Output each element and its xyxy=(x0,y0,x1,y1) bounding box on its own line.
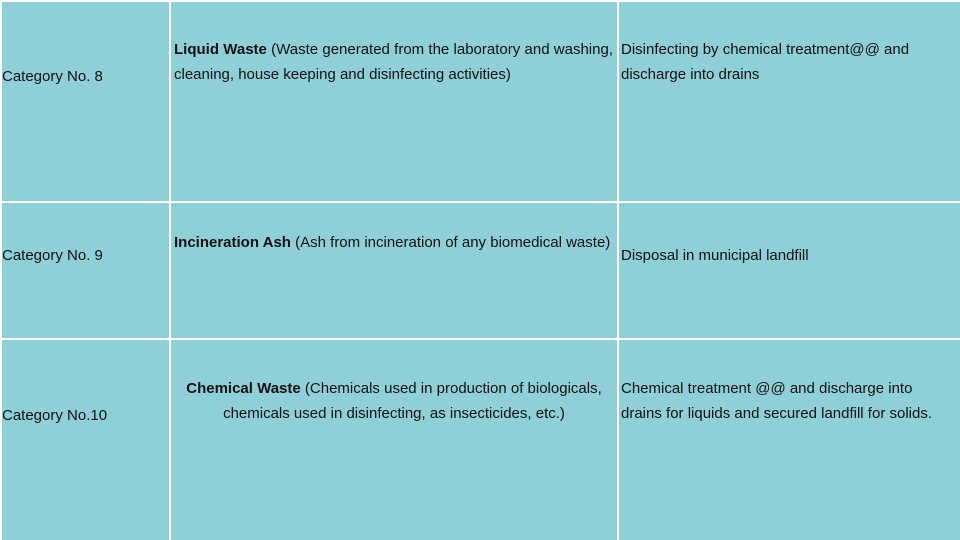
treatment-text: Disinfecting by chemical treatment@@ and discharge into drains xyxy=(621,41,910,83)
waste-type-label: Incineration Ash xyxy=(174,234,291,251)
category-label: Category No.10 xyxy=(2,407,108,424)
waste-description-cell xyxy=(170,1,618,202)
category-label: Category No. 8 xyxy=(2,68,103,85)
table-row xyxy=(1,202,960,339)
category-cell xyxy=(1,202,170,339)
waste-description-text: (Ash from incineration of any biomedical waste) xyxy=(290,234,611,251)
waste-description-cell xyxy=(170,202,618,339)
category-cell xyxy=(1,339,170,540)
category-cell xyxy=(1,1,170,202)
treatment-text: Disposal in municipal landfill xyxy=(621,247,809,264)
table-row xyxy=(1,1,960,202)
waste-type-label: Chemical Waste xyxy=(186,380,301,397)
treatment-cell xyxy=(618,339,960,540)
treatment-text: Chemical treatment @@ and discharge into drains for liquids and secured landfill for solids. xyxy=(621,380,932,422)
category-label: Category No. 9 xyxy=(2,247,103,264)
waste-description-text: (Chemicals used in production of biologicals, chemicals used in disinfecting, as insecticides, etc.) xyxy=(223,380,602,422)
table-row xyxy=(1,339,960,540)
treatment-cell xyxy=(618,202,960,339)
treatment-cell xyxy=(618,1,960,202)
waste-description-cell xyxy=(170,339,618,540)
waste-description-text: (Waste generated from the laboratory and washing, cleaning, house keeping and disinfecting activities) xyxy=(174,41,613,83)
waste-type-label: Liquid Waste xyxy=(174,41,267,58)
